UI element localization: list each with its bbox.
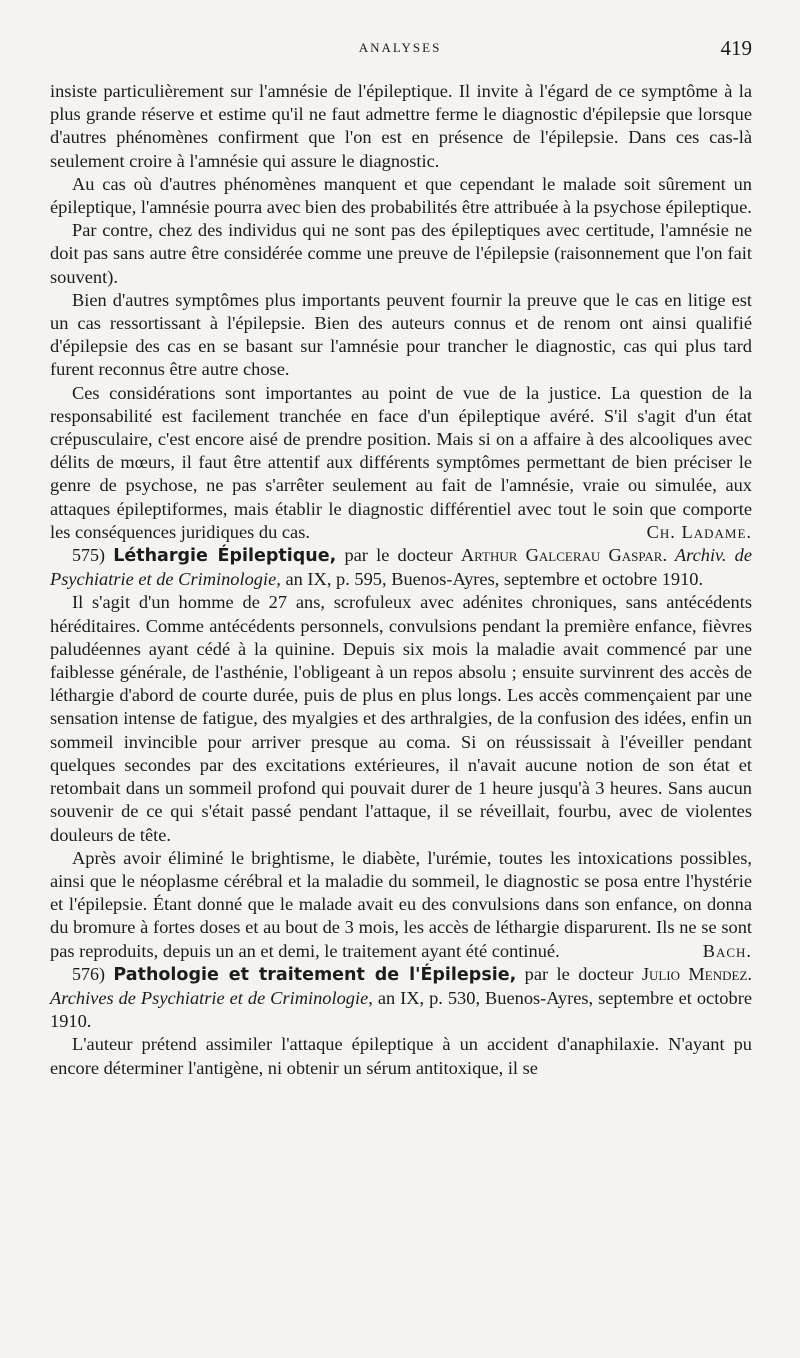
abstract-575-heading — [50, 544, 752, 591]
abstract-paragraph: L'auteur prétend assimiler l'attaque épileptique à un accident d'anaphilaxie. N'ayant pu encore déterminer l'antigène, ni obtenir un sérum antitoxique, il se — [50, 1034, 752, 1078]
entry-title: Léthargie Épileptique, — [113, 546, 337, 567]
abstract-paragraph: Il s'agit d'un homme de 27 ans, scrofuleux avec adénites chroniques, sans antécédents héréditaires. Comme antécédents personnels, convulsions pendant la première enfance, fièvres paludéennes ayant cédé à la quinine. Depuis six mois la maladie avait commencé par une faiblesse générale, de l'asthénie, l'obligeant à un repos absolu ; ensuite survinrent des accès de léthargie d'abord de courte durée, puis de plus en plus longs. Les accès commençaient par une sensation intense de fatigue, des myalgies et des arthralgies, de la confusion des idées, enfin un sommeil invincible pour arriver presque au coma. Si on réussissait à l'éveiller pendant quelques secondes par des excitations extérieures, il n'avait aucune notion de son état et retombait dans un sommeil profond qui pouvait durer de 1 heure jusqu'à 3 heures. Sans aucun souvenir de ce qui s'était passé pendant l'attaque, il se réveillait, fourbu, avec de violentes douleurs de tête. — [50, 592, 752, 845]
entry-by: par le docteur — [516, 963, 642, 984]
entry-number: 576) — [72, 963, 105, 984]
entry-author: Julio Mendez. — [641, 963, 752, 984]
running-head — [0, 36, 800, 70]
continuation-paragraph-text: Ces considérations sont importantes au point de vue de la justice. La question de la responsabilité est facilement tranchée en face d'un épileptique avéré. S'il s'agit d'un état crépusculaire, c'est encore aisé de prendre position. Mais si on a affaire à des alcooliques avec délits de mœurs, il faut être attentif aux différents symptômes permettant de bien préciser le genre de psychose, ne pas s'arrêter seulement au fait de l'amnésie, vraie ou simulée, aux attaques épileptiformes, mais établir le diagnostic différentiel avec tout le soin que comporte les conséquences juridiques du cas. — [50, 382, 752, 542]
continuation-paragraph: Au cas où d'autres phénomènes manquent et que cependant le malade soit sûrement un épileptique, l'amnésie pourra avec bien des probabilités être attribuée à la psychose épileptique. — [50, 173, 752, 218]
entry-journal: Archives de Psychiatrie et de Criminologie, — [50, 987, 373, 1008]
entry-author: Arthur Galcerau Gaspar. — [460, 545, 668, 566]
continuation-paragraph: insiste particulièrement sur l'amnésie de l'épileptique. Il invite à l'égard de ce symptôme à la plus grande réserve et estime qu'il ne faut admettre ferme le diagnostic d'épilepsie que lorsque d'autres phénomènes confirment que l'on est en présence de l'épilepsie. Dans ces cas-là seulement croire à l'amnésie qui assure le diagnostic. — [50, 81, 752, 171]
entry-by: par le docteur — [336, 545, 461, 566]
entry-title: Pathologie et traitement de l'Épilepsie, — [113, 964, 517, 985]
continuation-paragraph: Bien d'autres symptômes plus importants peuvent fournir la preuve que le cas en litige est un cas ressortissant à l'épilepsie. Bien des auteurs connus et de renom ont ainsi qualifié d'épilepsie des cas en se basant sur l'amnésie pour trancher le diagnostic, cas qui plus tard furent reconnus être autre chose. — [50, 289, 752, 380]
continuation-paragraph: Par contre, chez des individus qui ne sont pas des épileptiques avec certitude, l'amnésie ne doit pas sans autre être considérée comme une preuve de l'épilepsie (raisonnement que l'on fait souvent). — [50, 220, 752, 287]
abstract-576-heading — [50, 963, 752, 1034]
page-number: 419 — [720, 36, 752, 60]
entry-reference: an IX, p. 530, Buenos-Ayres, septembre et octobre 1910. — [50, 987, 752, 1032]
page-body — [50, 80, 752, 1080]
author-signature: Ch. Ladame. — [646, 521, 752, 542]
entry-journal: Archiv. de Psychiatrie et de Criminologie, — [50, 545, 752, 590]
continuation-final-paragraph — [50, 382, 752, 544]
entry-number: 575) — [72, 545, 105, 566]
abstract-paragraph-text: Après avoir éliminé le brightisme, le diabète, l'urémie, toutes les intoxications possibles, ainsi que le néoplasme cérébral et la maladie du sommeil, le diagnostic se posa entre l'hystérie et l'épilepsie. Étant donné que le malade avait eu des convulsions dans son enfance, on donna du bromure à fortes doses et au bout de 3 mois, les accès de léthargie disparurent. Ils ne se sont pas reproduits, depuis un an et demi, le traitement ayant été continué. — [50, 847, 752, 961]
entry-reference: an IX, p. 595, Buenos-Ayres, septembre et octobre 1910. — [280, 569, 704, 590]
running-title: ANALYSES — [358, 40, 442, 55]
abstract-final-paragraph — [50, 847, 752, 963]
author-signature: Bach. — [702, 940, 752, 961]
